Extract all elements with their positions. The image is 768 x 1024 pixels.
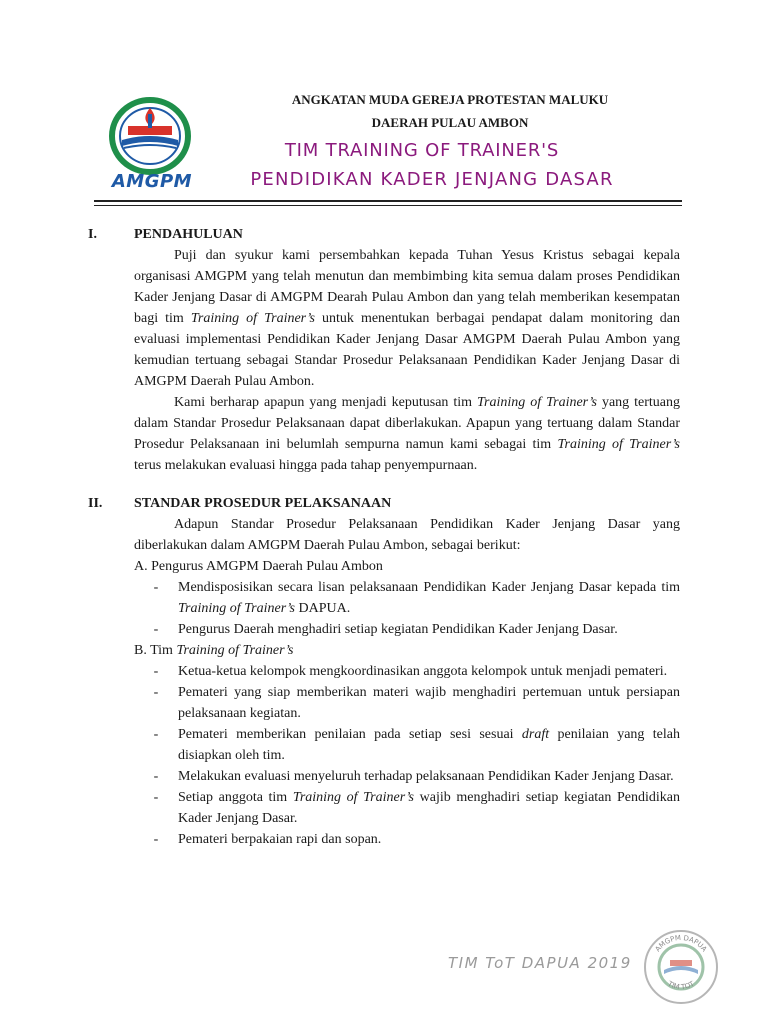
document-body: [88, 224, 680, 850]
section-title: PENDAHULUAN: [134, 227, 243, 242]
list-item: - Setiap anggota tim Training of Trainer’s wajib menghadiri setiap kegiatan Pendidikan Kader Jenjang Dasar.: [153, 790, 680, 826]
section-1-heading: [88, 224, 680, 245]
paragraph: Puji dan syukur kami persembahkan kepada Tuhan Yesus Kristus sebagai kepala organisasi AMGPM yang telah menutun dan membimbing kita semua dalam proses Pendidikan Kader Jenjang Dasar di AMGPM Dearah Pulau Ambon dan yang telah memberikan kesempatan bagi tim Training of Trainer’s untuk menentukan berbagai pendapat dalam monitoring dan evaluasi implementasi Pendidikan Kader Jenjang Dasar AMGPM Daerah Pulau Ambon yang kemudian tertuang sebagai Standar Prosedur Pelaksanaan Pendidikan Kader Jenjang Dasar di AMGPM Daerah Pulau Ambon.: [134, 248, 680, 389]
list-item: - Pemateri berpakaian rapi dan sopan.: [153, 832, 382, 847]
list-item: - Pemateri yang siap memberikan materi wajib menghadiri pertemuan untuk persiapan pelaksanaan kegiatan.: [153, 685, 680, 721]
paragraph: Kami berharap apapun yang menjadi keputusan tim Training of Trainer’s yang tertuang dalam Standar Prosedur Pelaksanaan dapat diberlakukan. Apapun yang tertuang dalam Standar Prosedur Pelaksanaan ini belumlah sempurna namun kami sebagai tim Training of Trainer’s terus melakukan evaluasi hingga pada tahap penyempurnaan.: [134, 395, 680, 473]
section-number: I.: [88, 227, 97, 242]
paragraph: Adapun Standar Prosedur Pelaksanaan Pendidikan Kader Jenjang Dasar yang diberlakukan dalam AMGPM Daerah Pulau Ambon, sebagai berikut:: [134, 517, 680, 553]
footer-text: TIM ToT DAPUA 2019: [448, 954, 632, 972]
subsection-b-label: B. Tim Training of Trainer’s: [134, 643, 294, 658]
region-name: DAERAH PULAU AMBON: [371, 115, 529, 130]
svg-text:AMGPM DAPUA: AMGPM DAPUA: [653, 933, 709, 954]
logo-wordmark: AMGPM: [111, 171, 193, 192]
subsection-b-list: [134, 661, 680, 850]
tot-stamp-logo: [642, 928, 720, 1006]
organization-name: ANGKATAN MUDA GEREJA PROTESTAN MALUKU: [291, 92, 609, 107]
list-item: - Mendisposisikan secara lisan pelaksanaan Pendidikan Kader Jenjang Dasar kepada tim Training of Trainer’s DAPUA.: [153, 580, 680, 616]
svg-text:TIM TOT: TIM TOT: [666, 979, 696, 992]
header-rule-thick: [94, 200, 682, 202]
header-rule-thin: [94, 205, 682, 206]
subsection-a-list: [134, 577, 680, 640]
subsection-a-label: A. Pengurus AMGPM Daerah Pulau Ambon: [134, 559, 383, 574]
list-item: - Pengurus Daerah menghadiri setiap kegiatan Pendidikan Kader Jenjang Dasar.: [153, 622, 618, 637]
list-item: - Ketua-ketua kelompok mengkoordinasikan anggota kelompok untuk menjadi pemateri.: [153, 664, 668, 679]
list-item: - Melakukan evaluasi menyeluruh terhadap pelaksanaan Pendidikan Kader Jenjang Dasar.: [153, 769, 674, 784]
section-2-heading: [88, 493, 680, 514]
document-title: TIM TRAINING OF TRAINER'S: [284, 140, 560, 161]
document-subtitle: PENDIDIKAN KADER JENJANG DASAR: [250, 169, 614, 190]
section-number: II.: [88, 496, 103, 511]
section-title: STANDAR PROSEDUR PELAKSANAAN: [134, 496, 392, 511]
list-item: - Pemateri memberikan penilaian pada setiap sesi sesuai draft penilaian yang telah disiapkan oleh tim.: [153, 727, 680, 763]
